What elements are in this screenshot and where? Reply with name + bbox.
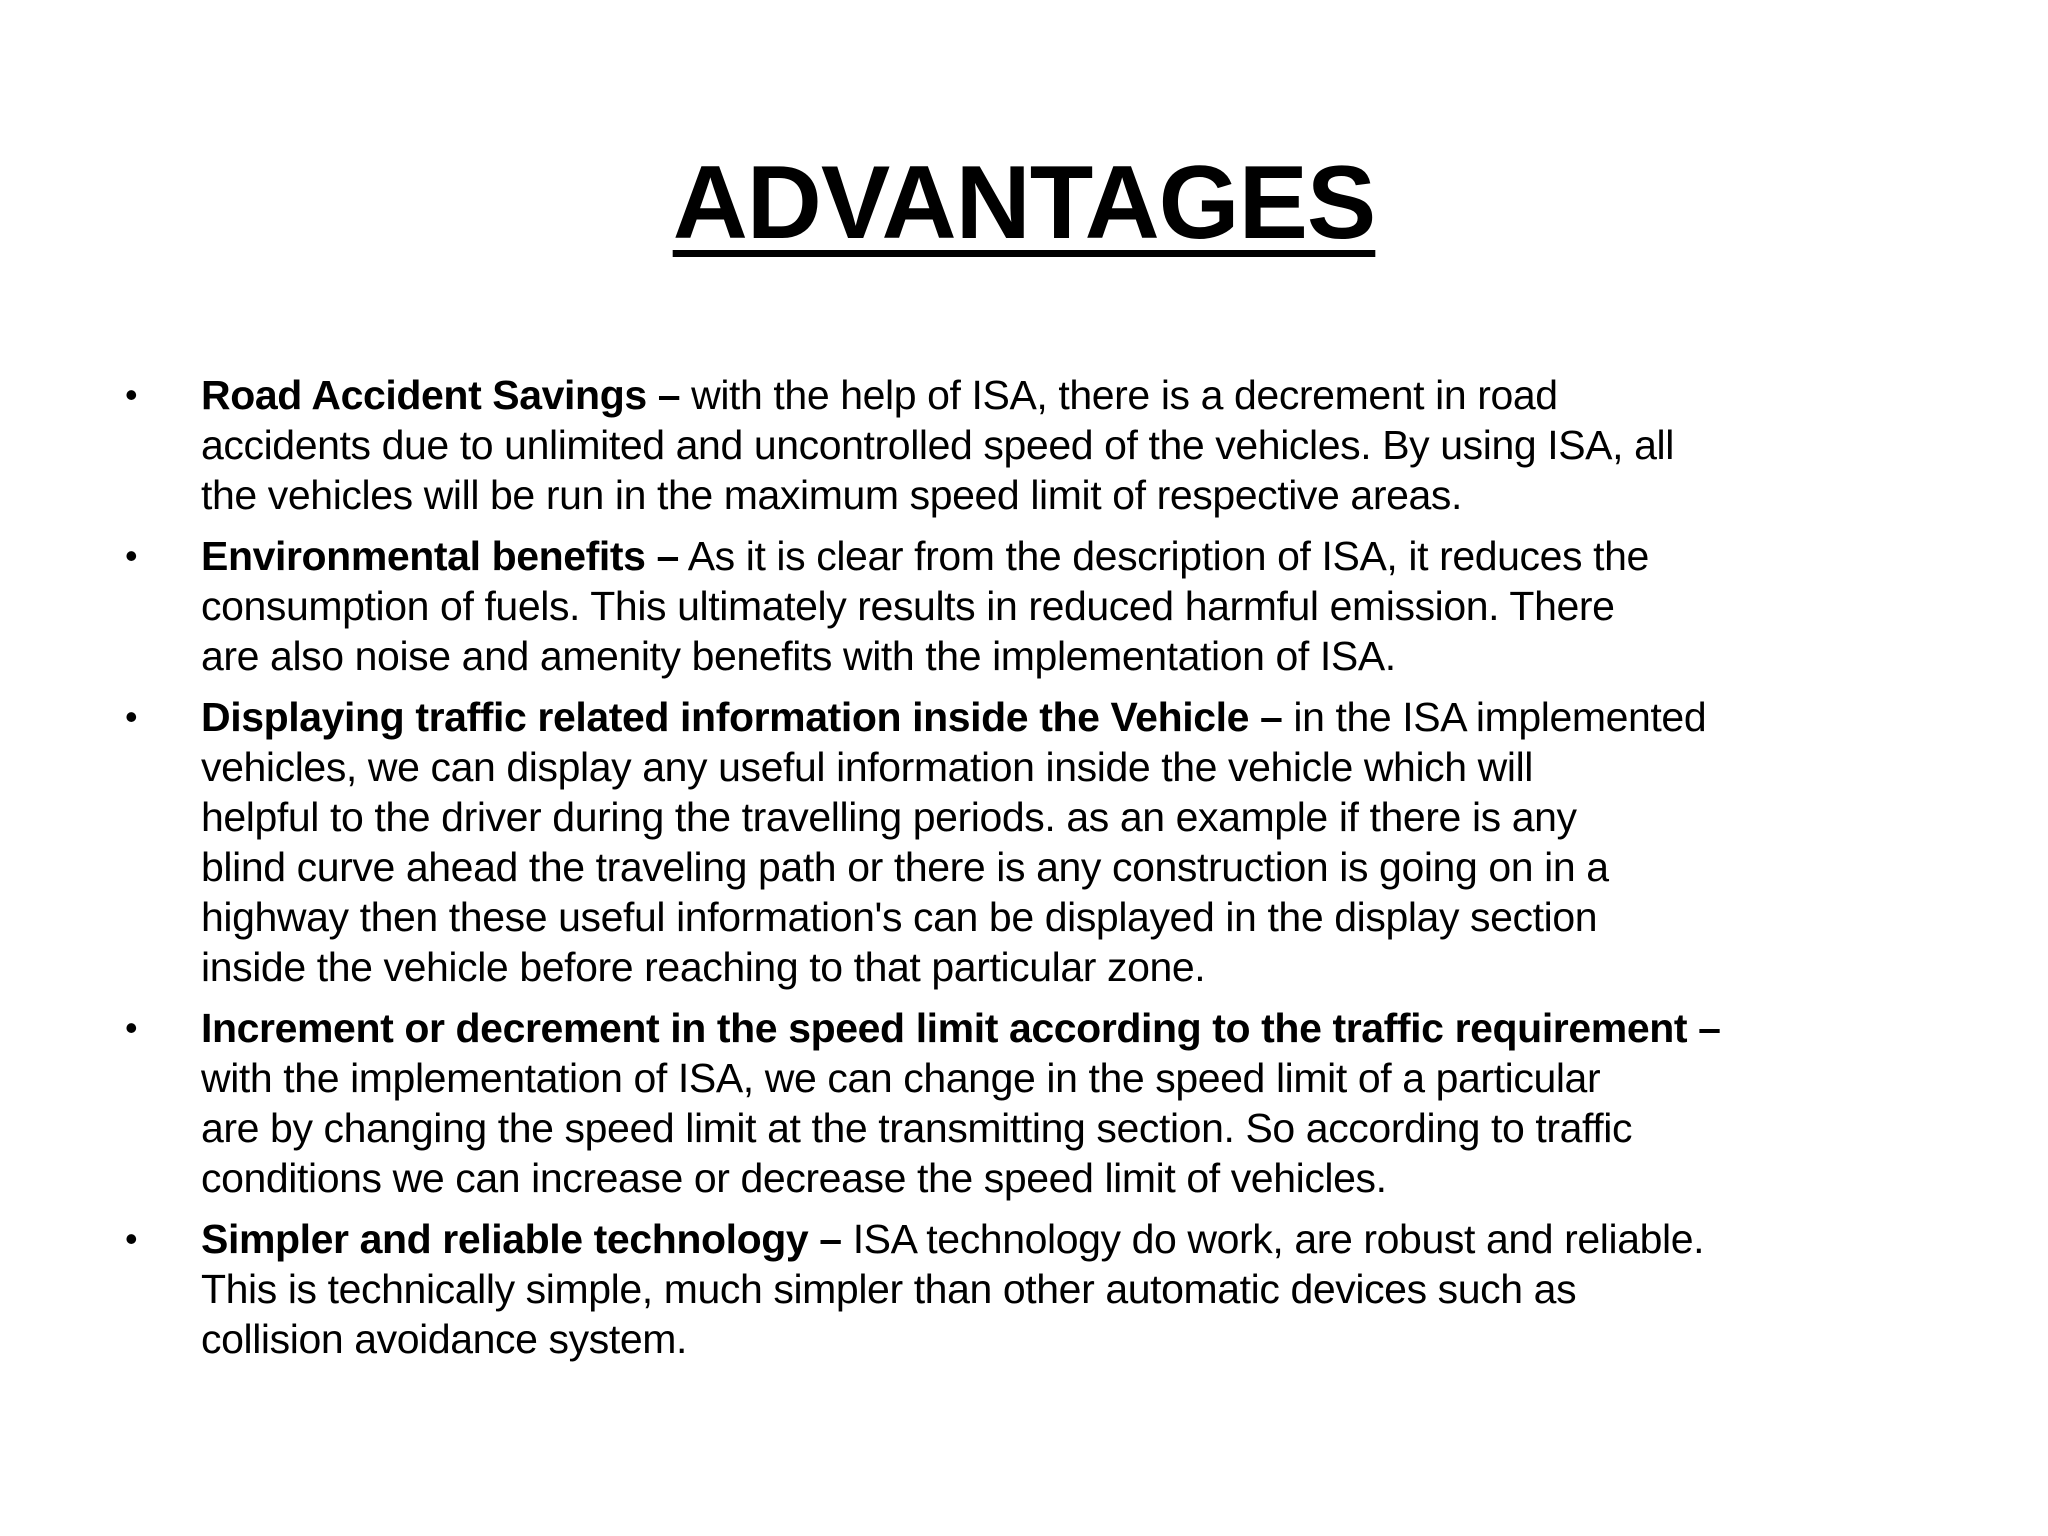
bullet-text: blind curve ahead the traveling path or there is any construction is going on in a [201,844,1609,890]
list-item-speed-limit-adjustment [125,1003,1955,1203]
bullet-text: the vehicles will be run in the maximum speed limit of respective areas. [201,472,1462,518]
bullet-text: inside the vehicle before reaching to that particular zone. [201,944,1206,990]
bullet-text: accidents due to unlimited and uncontrolled speed of the vehicles. By using ISA, all [201,422,1674,468]
bullet-text: As it is clear from the description of ISA, it reduces the [678,533,1649,579]
slide-title: ADVANTAGES [672,145,1376,261]
bullet-icon: • [125,1007,138,1048]
list-item-environmental-benefits [125,531,1955,681]
bullet-line [201,692,1955,742]
list-item-simpler-reliable-technology [125,1214,1955,1364]
bullet-icon: • [125,535,138,576]
bullet-text: This is technically simple, much simpler than other automatic devices such as [201,1266,1577,1312]
bullet-text: helpful to the driver during the travelling periods. as an example if there is any [201,794,1577,840]
bullet-text: vehicles, we can display any useful information inside the vehicle which will [201,744,1533,790]
bullet-text: consumption of fuels. This ultimately results in reduced harmful emission. There [201,583,1615,629]
bullet-text: in the ISA implemented [1282,694,1707,740]
bullet-text: ISA technology do work, are robust and reliable. [841,1216,1705,1262]
bullet-text: highway then these useful information's can be displayed in the display section [201,894,1598,940]
bullet-line [201,531,1955,581]
bullet-line [201,370,1955,420]
bullet-heading: Simpler and reliable technology – [201,1216,842,1262]
bullet-line [201,1214,1955,1264]
bullet-text: with the implementation of ISA, we can change in the speed limit of a particular [201,1055,1601,1101]
bullet-icon: • [125,374,138,415]
bullet-text: with the help of ISA, there is a decrement in road [680,372,1558,418]
bullet-text: are also noise and amenity benefits with the implementation of ISA. [201,633,1396,679]
bullet-text: collision avoidance system. [201,1316,687,1362]
advantages-list [125,370,1955,1375]
bullet-heading: Environmental benefits – [201,533,679,579]
bullet-text: conditions we can increase or decrease the speed limit of vehicles. [201,1155,1387,1201]
bullet-heading: Road Accident Savings – [201,372,681,418]
bullet-line [201,1003,1955,1053]
bullet-icon: • [125,696,138,737]
list-item-road-accident-savings [125,370,1955,520]
bullet-heading: Displaying traffic related information inside the Vehicle – [201,694,1283,740]
bullet-heading: Increment or decrement in the speed limit according to the traffic requirement – [201,1005,1721,1051]
list-item-displaying-traffic-information [125,692,1955,992]
bullet-text: are by changing the speed limit at the transmitting section. So according to traffic [201,1105,1633,1151]
bullet-icon: • [125,1218,138,1259]
